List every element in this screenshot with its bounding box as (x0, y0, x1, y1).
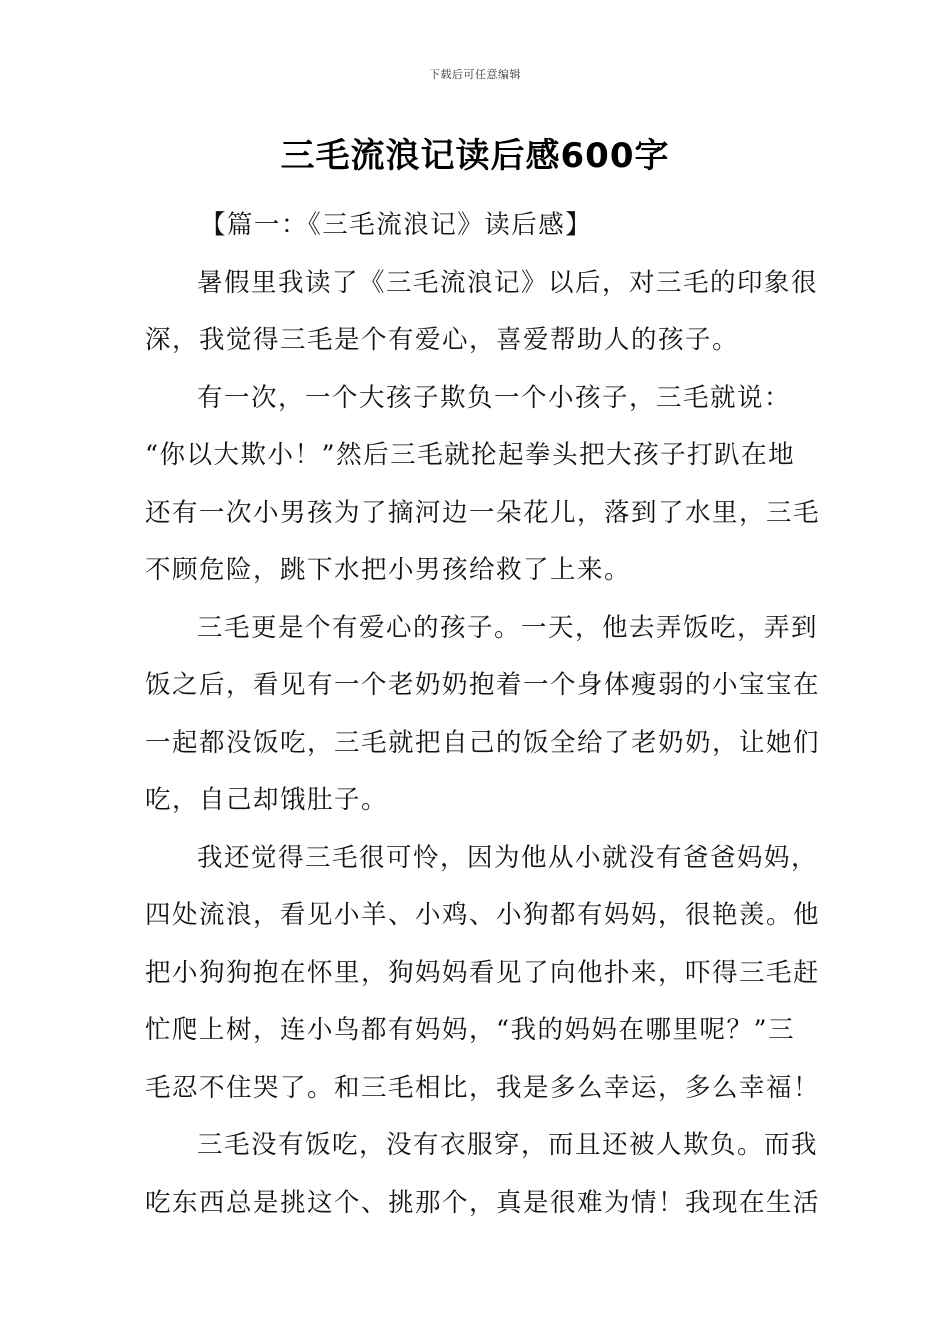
text-line: 暑假里我读了《三毛流浪记》以后，对三毛的印象很 (197, 267, 819, 298)
paragraph (145, 370, 821, 600)
text-line: 深，我觉得三毛是个有爱心，喜爱帮助人的孩子。 (145, 325, 740, 355)
paragraph (145, 600, 821, 830)
document-body (145, 197, 821, 1232)
text-line: “你以大欺小！”然后三毛就抡起拳头把大孩子打趴在地 (145, 440, 796, 470)
text-line: 还有一次小男孩为了摘河边一朵花儿，落到了水里，三毛 (145, 497, 821, 528)
text-line: 我还觉得三毛很可怜，因为他从小就没有爸爸妈妈， (197, 842, 819, 873)
text-line: 忙爬上树，连小鸟都有妈妈，“我的妈妈在哪里呢？”三 (145, 1015, 796, 1045)
text-line: 三毛没有饭吃，没有衣服穿，而且还被人欺负。而我 (197, 1130, 819, 1160)
paragraph (145, 1117, 821, 1232)
text-line: 毛忍不住哭了。和三毛相比，我是多么幸运，多么幸福！ (145, 1072, 821, 1103)
text-line: 把小狗狗抱在怀里，狗妈妈看见了向他扑来，吓得三毛赶 (145, 957, 821, 988)
section-heading: 【篇一：《三毛流浪记》读后感】 (200, 210, 593, 240)
text-line: 三毛更是个有爱心的孩子。一天，他去弄饭吃，弄到 (197, 612, 819, 643)
paragraph (145, 255, 819, 370)
text-line: 不顾危险，跳下水把小男孩给救了上来。 (145, 555, 632, 585)
text-line: 饭之后，看见有一个老奶奶抱着一个身体瘦弱的小宝宝在 (145, 670, 821, 700)
text-line: 吃东西总是挑这个、挑那个，真是很难为情！我现在生活 (145, 1187, 821, 1218)
header-note: 下载后可任意编辑 (429, 68, 521, 81)
text-line: 四处流浪，看见小羊、小鸡、小狗都有妈妈，很艳羡。他 (145, 900, 821, 930)
text-line: 吃，自己却饿肚子。 (145, 785, 389, 815)
paragraph (145, 830, 821, 1118)
text-line: 有一次，一个大孩子欺负一个小孩子，三毛就说： (197, 382, 792, 413)
text-line: 一起都没饭吃，三毛就把自己的饭全给了老奶奶，让她们 (145, 727, 821, 758)
document-title: 三毛流浪记读后感600字 (280, 136, 670, 176)
